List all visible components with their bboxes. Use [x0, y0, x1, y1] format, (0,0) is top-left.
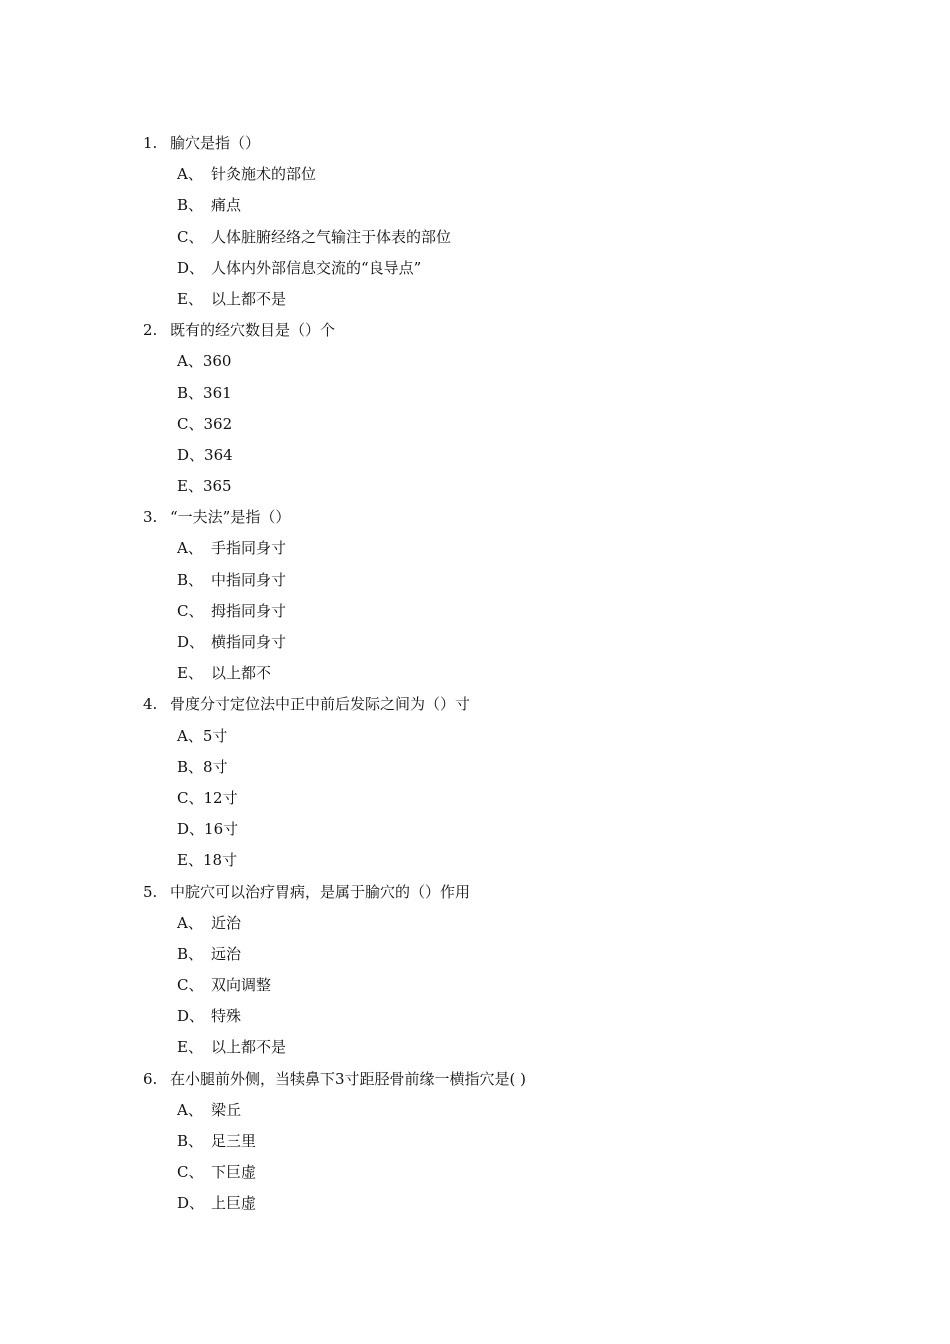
option-key: C、	[177, 601, 204, 620]
option-key: D、	[177, 445, 205, 464]
option-text: 中指同身寸	[211, 570, 287, 589]
option-text: 拇指同身寸	[211, 601, 287, 620]
option-text: 以上都不是	[211, 1038, 287, 1057]
option-key: E、	[177, 1038, 203, 1057]
question-1	[143, 128, 863, 159]
option-item	[143, 346, 863, 377]
question-number: 1.	[143, 134, 158, 152]
option-item	[143, 1095, 863, 1126]
option-item	[143, 845, 863, 876]
option-item	[143, 1188, 863, 1219]
option-key: B、	[177, 944, 204, 963]
option-text: 5寸	[202, 726, 228, 745]
option-text: 364	[204, 445, 233, 464]
option-text: 双向调整	[211, 976, 272, 995]
option-key: D、	[177, 633, 205, 651]
question-number: 6.	[143, 1069, 158, 1088]
option-item	[143, 222, 863, 253]
option-key: A、	[177, 1100, 203, 1119]
option-text: 人体内外部信息交流的“良导点”	[211, 258, 422, 277]
question-number: 4.	[143, 695, 158, 714]
option-key: A、	[177, 352, 203, 371]
option-key: B、	[177, 570, 204, 589]
option-item	[143, 409, 863, 440]
option-item	[143, 970, 863, 1001]
option-item	[143, 565, 863, 596]
option-text: 梁丘	[211, 1100, 242, 1119]
option-item	[143, 1157, 863, 1188]
question-text: 既有的经穴数目是（）个	[170, 321, 336, 340]
question-2	[143, 315, 863, 346]
option-text: 近治	[211, 913, 242, 932]
option-key: B、	[177, 757, 204, 776]
option-item	[143, 1032, 863, 1063]
option-key: D、	[177, 1194, 205, 1213]
question-number: 5.	[143, 882, 158, 901]
option-text: 18寸	[202, 851, 238, 870]
option-key: E、	[177, 477, 203, 496]
option-key: C、	[177, 414, 204, 433]
question-text: 中脘穴可以治疗胃病，是属于腧穴的（）作用	[170, 882, 471, 901]
option-key: C、	[177, 788, 204, 807]
option-key: A、	[177, 539, 203, 558]
option-item	[143, 721, 863, 752]
option-item	[143, 471, 863, 502]
option-key: A、	[177, 726, 203, 745]
option-text: 下巨虚	[211, 1163, 257, 1182]
option-key: D、	[177, 820, 205, 839]
option-text: 361	[203, 383, 232, 402]
option-text: 横指同身寸	[211, 633, 287, 651]
question-list	[143, 128, 863, 1220]
option-item	[143, 440, 863, 471]
option-text: 16寸	[204, 820, 239, 839]
option-text: 上巨虚	[211, 1194, 257, 1213]
question-number: 3.	[143, 508, 158, 527]
option-key: E、	[177, 851, 203, 870]
option-item	[143, 658, 863, 689]
option-text: 人体脏腑经络之气输注于体表的部位	[211, 227, 452, 246]
option-text: 针灸施术的部位	[211, 165, 317, 184]
option-text: 特殊	[211, 1007, 242, 1026]
option-text: 360	[202, 352, 232, 371]
option-item	[143, 533, 863, 564]
option-key: A、	[177, 913, 203, 932]
option-item	[143, 939, 863, 970]
option-key: E、	[177, 289, 203, 308]
question-number: 2.	[143, 321, 158, 340]
option-text: 8寸	[203, 757, 228, 776]
option-item	[143, 1001, 863, 1032]
option-item	[143, 378, 863, 409]
option-key: C、	[177, 227, 204, 246]
option-text: 以上都不是	[211, 289, 287, 308]
question-3	[143, 502, 863, 533]
option-key: E、	[177, 664, 203, 683]
option-key: B、	[177, 1132, 204, 1150]
option-key: A、	[177, 165, 203, 184]
option-text: 痛点	[211, 196, 242, 215]
option-text: 12寸	[203, 788, 238, 807]
question-5	[143, 877, 863, 908]
option-text: 足三里	[211, 1132, 257, 1150]
option-text: 手指同身寸	[211, 539, 287, 558]
option-text: 远治	[211, 944, 242, 963]
option-item	[143, 190, 863, 221]
option-text: 365	[202, 477, 232, 496]
option-item	[143, 908, 863, 939]
option-text: 362	[203, 414, 233, 433]
question-text: 骨度分寸定位法中正中前后发际之间为（）寸	[170, 695, 471, 714]
option-key: B、	[177, 196, 204, 215]
option-key: D、	[177, 1007, 205, 1026]
option-item	[143, 284, 863, 315]
option-item	[143, 253, 863, 284]
option-item	[143, 752, 863, 783]
option-key: D、	[177, 258, 205, 277]
question-text: 腧穴是指（）	[170, 134, 261, 152]
option-item	[143, 159, 863, 190]
option-text: 以上都不	[211, 664, 272, 683]
option-key: C、	[177, 1163, 204, 1182]
question-text: 在小腿前外侧，当犊鼻下3寸距胫骨前缘一横指穴是( )	[170, 1069, 527, 1088]
option-item	[143, 596, 863, 627]
option-item	[143, 627, 863, 658]
option-item	[143, 783, 863, 814]
option-item	[143, 1126, 863, 1157]
option-key: C、	[177, 976, 204, 995]
option-key: B、	[177, 383, 204, 402]
question-text: “一夫法”是指（）	[170, 508, 291, 527]
question-4	[143, 689, 863, 720]
question-6	[143, 1064, 863, 1095]
option-item	[143, 814, 863, 845]
